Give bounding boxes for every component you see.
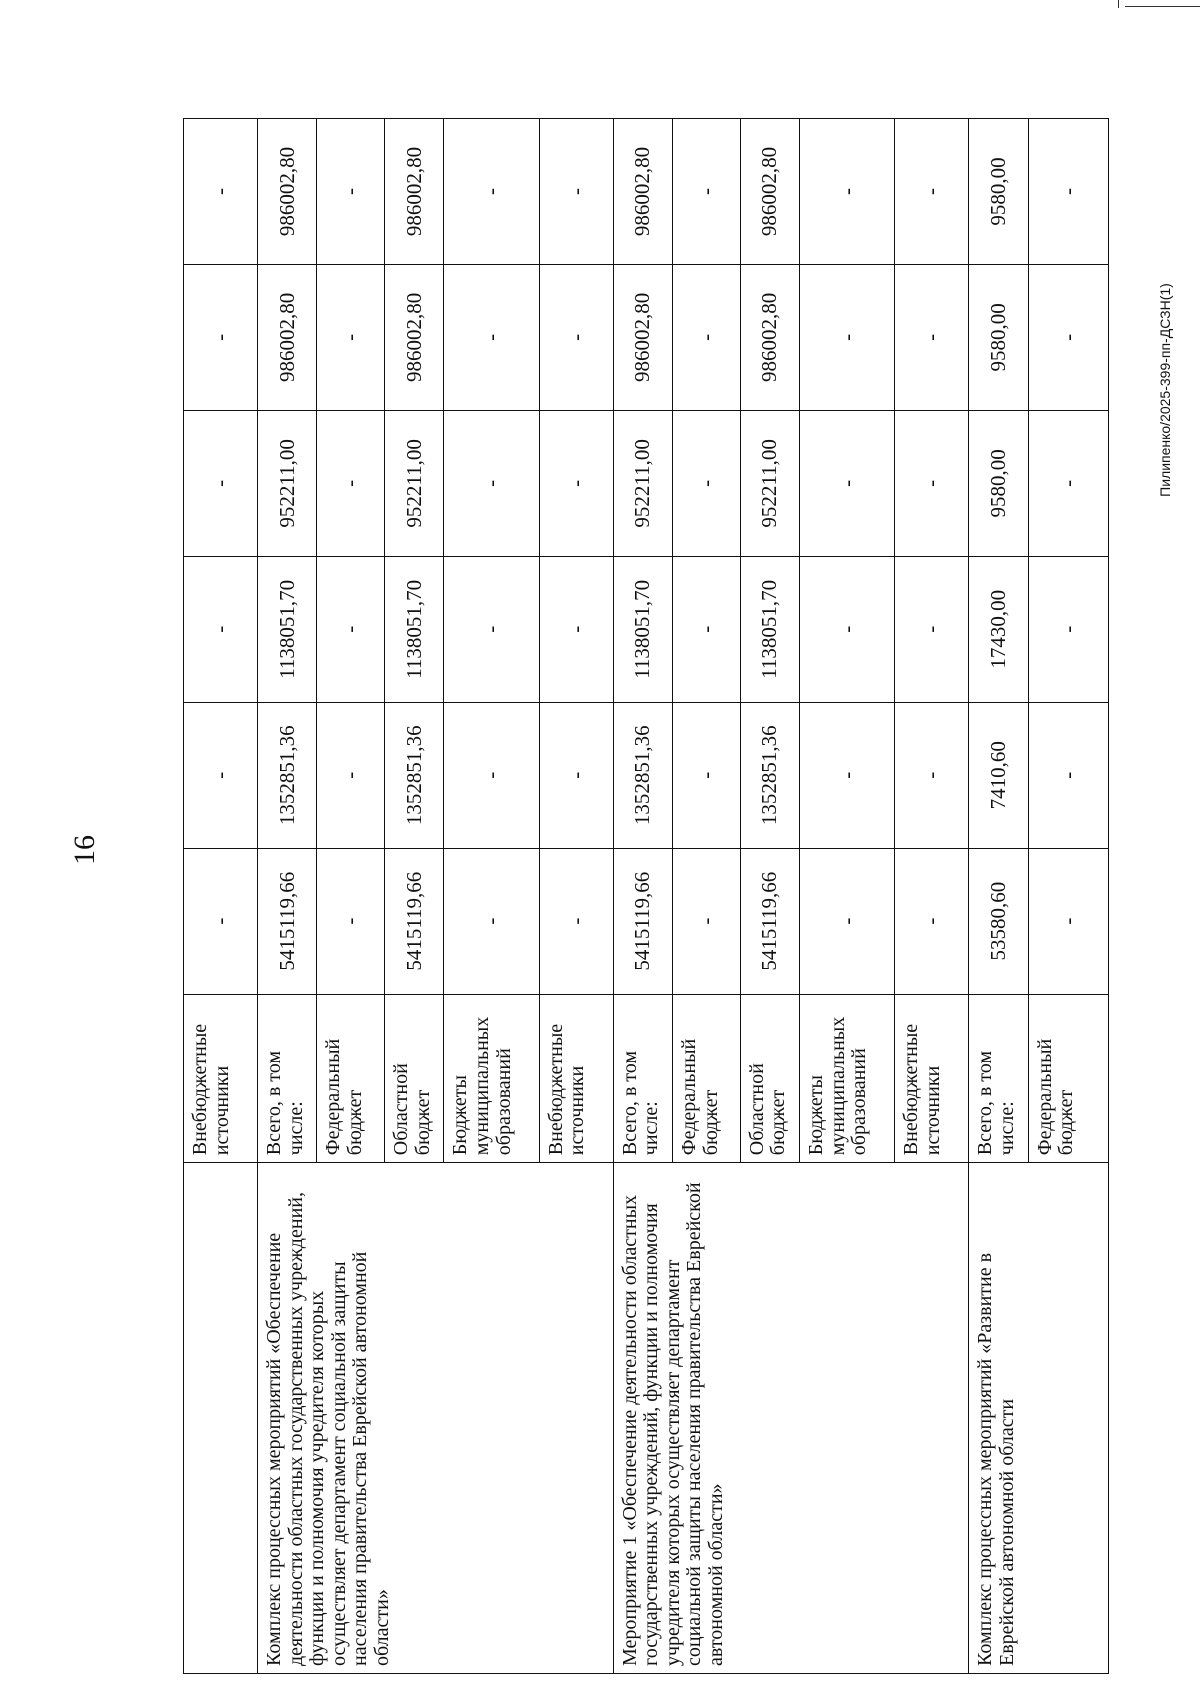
value-cell: 9580,00: [969, 410, 1028, 556]
funding-source-cell: Бюджеты муниципальных образований: [800, 994, 895, 1163]
value-cell: -: [317, 410, 385, 556]
value-cell: 5415119,66: [385, 848, 444, 994]
value-cell: -: [444, 848, 539, 994]
budget-table: [183, 118, 1109, 1674]
value-cell: 986002,80: [740, 119, 799, 265]
value-cell: -: [895, 848, 969, 994]
value-cell: -: [1028, 702, 1108, 848]
value-cell: 1138051,70: [385, 556, 444, 702]
funding-source-cell: Федеральный бюджет: [672, 994, 740, 1163]
value-cell: -: [184, 702, 258, 848]
value-cell: -: [800, 264, 895, 410]
value-cell: 7410,60: [969, 702, 1028, 848]
scan-edge-line: [1125, 6, 1200, 7]
table-wrap: [183, 118, 1109, 1674]
value-cell: -: [1028, 119, 1108, 265]
value-cell: -: [317, 264, 385, 410]
value-cell: -: [444, 410, 539, 556]
scan-edge-line: [1118, 0, 1119, 8]
value-cell: -: [895, 119, 969, 265]
funding-source-cell: Федеральный бюджет: [1028, 994, 1108, 1163]
value-cell: -: [800, 119, 895, 265]
value-cell: -: [895, 410, 969, 556]
funding-source-cell: Внебюджетные источники: [539, 994, 613, 1163]
value-cell: 986002,80: [740, 264, 799, 410]
value-cell: -: [444, 556, 539, 702]
value-cell: 9580,00: [969, 264, 1028, 410]
value-cell: -: [539, 702, 613, 848]
value-cell: 952211,00: [613, 410, 672, 556]
funding-source-cell: Федеральный бюджет: [317, 994, 385, 1163]
activity-name-cell: Комплекс процессных мероприятий «Обеспечение деятельности областных государственных учреждений, функции и полномочия учредителя которых осуществляет департамент социальной защиты населения правительства Еврейской автономной области»: [258, 1163, 614, 1674]
funding-source-cell: Всего, в том числе:: [258, 994, 317, 1163]
table-row: [969, 119, 1028, 1674]
value-cell: 1138051,70: [258, 556, 317, 702]
value-cell: -: [317, 119, 385, 265]
value-cell: 1352851,36: [385, 702, 444, 848]
value-cell: -: [895, 556, 969, 702]
value-cell: -: [672, 848, 740, 994]
value-cell: -: [672, 702, 740, 848]
funding-source-cell: Бюджеты муниципальных образований: [444, 994, 539, 1163]
value-cell: 1352851,36: [258, 702, 317, 848]
value-cell: 1138051,70: [613, 556, 672, 702]
value-cell: 952211,00: [258, 410, 317, 556]
value-cell: -: [1028, 264, 1108, 410]
value-cell: -: [539, 556, 613, 702]
value-cell: 986002,80: [258, 119, 317, 265]
activity-name-cell: Комплекс процессных мероприятий «Развитие в Еврейской автономной области: [969, 1163, 1109, 1674]
funding-source-cell: Внебюджетные источники: [895, 994, 969, 1163]
value-cell: 986002,80: [385, 119, 444, 265]
value-cell: -: [895, 264, 969, 410]
value-cell: -: [184, 264, 258, 410]
value-cell: -: [800, 556, 895, 702]
footer-document-code: Пилипенко/2025-399-пп-ДСЗН(1): [1157, 283, 1173, 497]
funding-source-cell: Всего, в том числе:: [613, 994, 672, 1163]
table-row: [184, 119, 258, 1674]
value-cell: -: [539, 264, 613, 410]
funding-source-cell: Всего, в том числе:: [969, 994, 1028, 1163]
value-cell: -: [184, 556, 258, 702]
value-cell: 53580,60: [969, 848, 1028, 994]
value-cell: -: [1028, 556, 1108, 702]
value-cell: -: [1028, 848, 1108, 994]
value-cell: -: [444, 264, 539, 410]
value-cell: 9580,00: [969, 119, 1028, 265]
value-cell: 986002,80: [613, 264, 672, 410]
value-cell: 17430,00: [969, 556, 1028, 702]
value-cell: -: [317, 556, 385, 702]
table-row: [258, 119, 317, 1674]
value-cell: 952211,00: [385, 410, 444, 556]
value-cell: -: [539, 410, 613, 556]
value-cell: -: [444, 702, 539, 848]
value-cell: -: [184, 119, 258, 265]
value-cell: 986002,80: [385, 264, 444, 410]
page-number: 16: [68, 835, 101, 865]
value-cell: -: [672, 556, 740, 702]
value-cell: -: [800, 848, 895, 994]
value-cell: 986002,80: [613, 119, 672, 265]
value-cell: -: [444, 119, 539, 265]
value-cell: -: [184, 410, 258, 556]
value-cell: -: [184, 848, 258, 994]
value-cell: -: [672, 119, 740, 265]
value-cell: 1138051,70: [740, 556, 799, 702]
footer-wrap: [1150, 110, 1180, 670]
value-cell: -: [317, 848, 385, 994]
funding-source-cell: Областной бюджет: [740, 994, 799, 1163]
value-cell: -: [317, 702, 385, 848]
activity-name-cell: Мероприятие 1 «Обеспечение деятельности областных государственных учреждений, функции и полномочия учредителя которых осуществляет департамент социальной защиты населения правительства Еврейской автономной области»: [613, 1163, 969, 1674]
value-cell: 952211,00: [740, 410, 799, 556]
funding-source-cell: Областной бюджет: [385, 994, 444, 1163]
value-cell: 5415119,66: [258, 848, 317, 994]
value-cell: 5415119,66: [613, 848, 672, 994]
value-cell: 5415119,66: [740, 848, 799, 994]
value-cell: -: [800, 410, 895, 556]
value-cell: -: [800, 702, 895, 848]
funding-source-cell: Внебюджетные источники: [184, 994, 258, 1163]
value-cell: 1352851,36: [613, 702, 672, 848]
value-cell: -: [895, 702, 969, 848]
table-row: [613, 119, 672, 1674]
value-cell: 986002,80: [258, 264, 317, 410]
value-cell: -: [672, 410, 740, 556]
value-cell: -: [539, 119, 613, 265]
value-cell: -: [672, 264, 740, 410]
value-cell: 1352851,36: [740, 702, 799, 848]
value-cell: -: [1028, 410, 1108, 556]
activity-name-cell: [184, 1163, 258, 1674]
value-cell: -: [539, 848, 613, 994]
